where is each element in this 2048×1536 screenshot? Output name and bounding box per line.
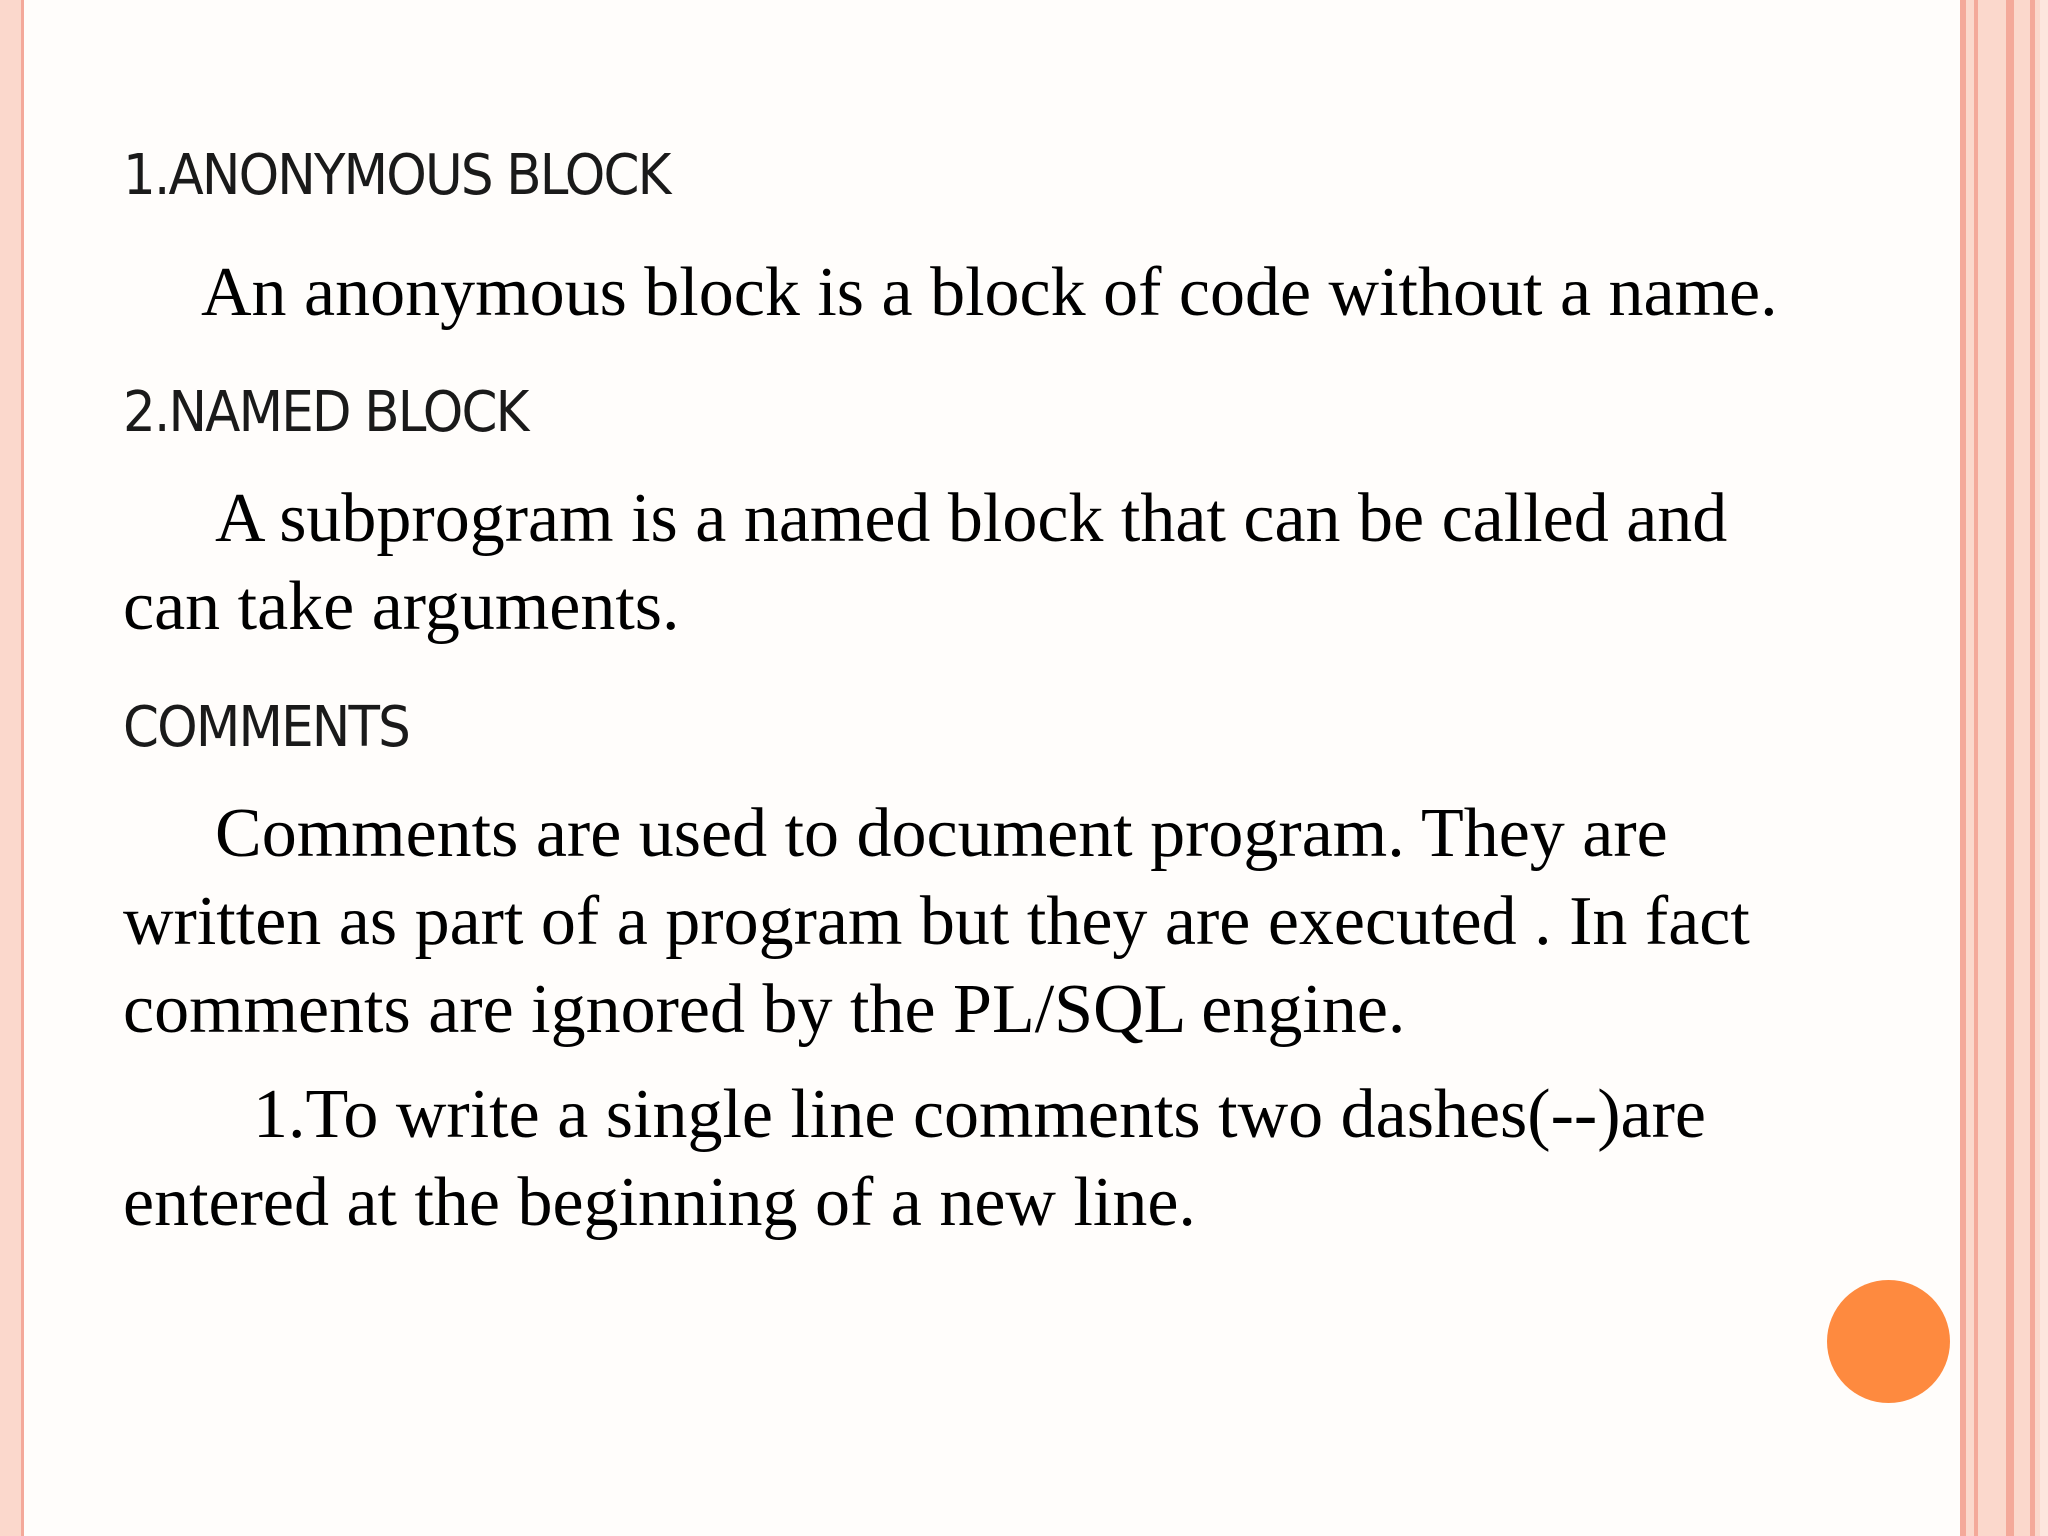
right-border-decoration	[1960, 0, 2048, 1536]
paragraph-anonymous-block: An anonymous block is a block of code without a name.	[201, 254, 1778, 331]
border-stripe	[1960, 0, 1966, 1536]
orange-circle-decoration	[1827, 1280, 1950, 1403]
border-stripe	[2030, 0, 2035, 1536]
paragraph-single-line-comments-line2: entered at the beginning of a new line.	[123, 1164, 1196, 1241]
border-stripe	[2040, 0, 2048, 1536]
paragraph-comments-line3: comments are ignored by the PL/SQL engine.	[123, 971, 1406, 1048]
heading-comments: COMMENTS	[123, 695, 409, 760]
heading-anonymous-block: 1.ANONYMOUS BLOCK	[123, 143, 670, 208]
paragraph-named-block-line1: A subprogram is a named block that can be called and	[215, 480, 1728, 557]
paragraph-comments-line2: written as part of a program but they are executed . In fact	[123, 883, 1750, 960]
heading-named-block: 2.NAMED BLOCK	[123, 380, 528, 445]
paragraph-named-block-line2: can take arguments.	[123, 568, 680, 645]
paragraph-single-line-comments-line1: 1.To write a single line comments two dashes(--)are	[253, 1076, 1706, 1153]
left-border-decoration	[0, 0, 24, 1536]
paragraph-comments-line1: Comments are used to document program. They are	[215, 795, 1668, 872]
border-stripe	[1974, 0, 1978, 1536]
border-stripe	[2006, 0, 2014, 1536]
